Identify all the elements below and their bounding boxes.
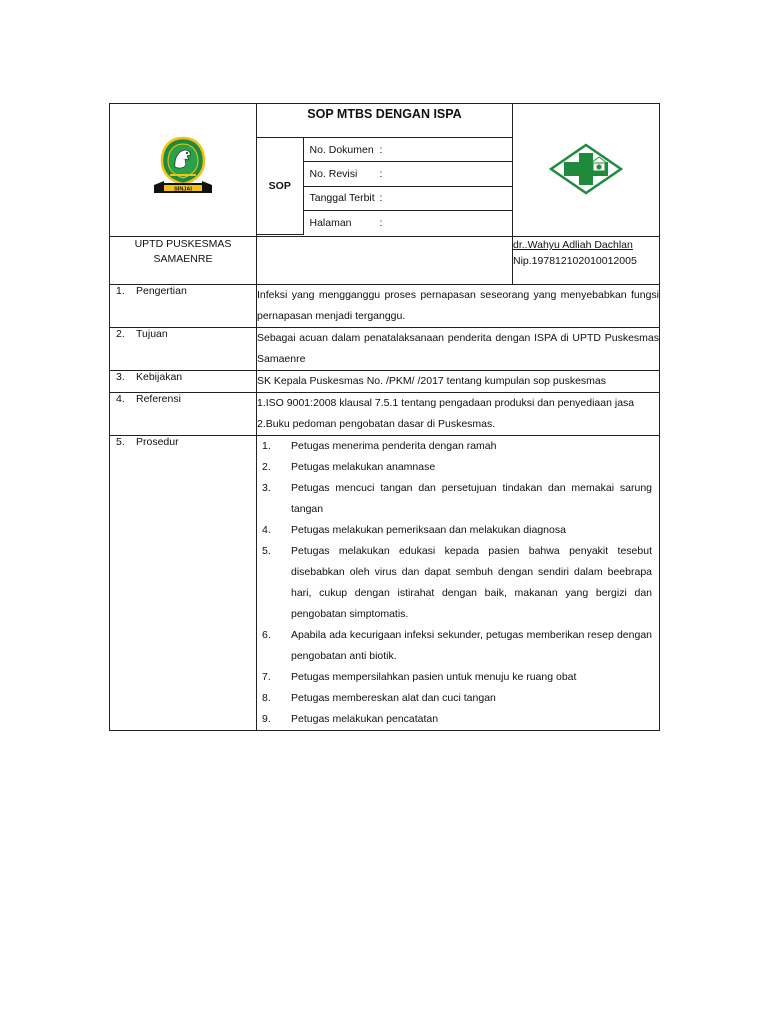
sinjai-logo-text: SINJAI — [174, 186, 192, 192]
procedure-step-text: Apabila ada kecurigaan infeksi sekunder, petugas memberikan resep dengan pengobatan anti biotik. — [291, 629, 652, 662]
procedure-step-text: Petugas melakukan anamnase — [291, 461, 436, 473]
sop-label: SOP — [257, 138, 303, 235]
row-content-procedure — [257, 436, 660, 731]
signer-nip: Nip.197812102010012005 — [513, 255, 637, 267]
table-row — [110, 371, 660, 393]
procedure-step-text: Petugas melakukan pemeriksaan dan melakukan diagnosa — [291, 524, 566, 536]
procedure-step-number: 2. — [262, 461, 271, 473]
row-content-reference — [257, 393, 660, 436]
procedure-step — [262, 709, 652, 730]
left-logo-cell — [110, 104, 257, 237]
org-name: UPTD PUSKESMAS — [134, 238, 232, 250]
procedure-step-number: 5. — [262, 545, 271, 557]
row-label-policy: 3. Kebijakan — [110, 371, 257, 393]
procedure-step-text: Petugas mencuci tangan dan persetujuan tindakan dan memakai sarung tangan — [291, 482, 652, 515]
procedure-step — [262, 457, 652, 478]
procedure-step-text: Petugas menerima penderita dengan ramah — [291, 440, 497, 452]
procedure-step-number: 4. — [262, 524, 271, 536]
reference-item: 2.Buku pedoman pengobatan dasar di Puskesmas. — [257, 418, 496, 430]
right-logo-cell — [513, 104, 660, 237]
meta-page: Halaman : — [309, 216, 383, 229]
puskesmas-cross-logo-icon — [549, 143, 623, 195]
procedure-step — [262, 625, 652, 667]
procedure-step-number: 3. — [262, 482, 271, 494]
row-content-purpose: Sebagai acuan dalam penatalaksanaan penderita dengan ISPA di UPTD Puskesmas Samaenre — [257, 328, 660, 371]
procedure-step-text: Petugas melakukan edukasi kepada pasien bahwa penyakit tesebut disebabkan oleh virus dan dapat sembuh dengan sendiri dalam beebrapa hari, cukup dengan istirahat dengan baik, makanan yang bergizi dan pengobatan simptomatis. — [291, 545, 652, 620]
table-row — [110, 328, 660, 371]
row-content-policy: SK Kepala Puskesmas No. /PKM/ /2017 tentang kumpulan sop puskesmas — [257, 371, 660, 393]
procedure-step-number: 7. — [262, 671, 271, 683]
row-label-purpose: 2. Tujuan — [110, 328, 257, 371]
procedure-list — [257, 436, 659, 730]
meta-block — [257, 138, 512, 235]
empty-cell — [257, 237, 513, 285]
procedure-step-number: 9. — [262, 713, 271, 725]
row-label-reference: 4. Referensi — [110, 393, 257, 436]
row-content-definition: Infeksi yang mengganggu proses pernapasan seseorang yang menyebabkan fungsi pernapasan menjadi terganggu. — [257, 285, 660, 328]
procedure-step — [262, 436, 652, 457]
table-row — [110, 285, 660, 328]
meta-doc-number: No. Dokumen : — [303, 138, 512, 162]
procedure-step — [262, 688, 652, 709]
procedure-step-text: Petugas mempersilahkan pasien untuk menuju ke ruang obat — [291, 671, 577, 683]
signer-name: dr..Wahyu Adliah Dachlan — [513, 239, 633, 251]
sop-document-table — [109, 103, 660, 731]
procedure-step — [262, 541, 652, 625]
sinjai-regency-logo-icon — [152, 135, 214, 203]
meta-issue-date: Tanggal Terbit : — [303, 186, 512, 210]
procedure-step-number: 8. — [262, 692, 271, 704]
table-row — [110, 393, 660, 436]
procedure-step-number: 1. — [262, 440, 271, 452]
procedure-step-text: Petugas melakukan pencatatan — [291, 713, 439, 725]
document-title: SOP MTBS DENGAN ISPA — [257, 104, 512, 138]
table-row — [110, 436, 660, 731]
row-label-definition: 1. Pengertian — [110, 285, 257, 328]
org-location: SAMAENRE — [153, 253, 213, 265]
procedure-step — [262, 478, 652, 520]
signature-cell — [513, 237, 660, 285]
reference-item: 1.ISO 9001:2008 klausal 7.5.1 tentang pengadaan produksi dan penyediaan jasa — [257, 397, 635, 409]
title-meta-cell — [257, 104, 513, 237]
procedure-step-text: Petugas membereskan alat dan cuci tangan — [291, 692, 496, 704]
procedure-step-number: 6. — [262, 629, 271, 641]
row-label-procedure: 5. Prosedur — [110, 436, 257, 731]
meta-revision: No. Revisi : — [303, 162, 512, 186]
organization-cell — [110, 237, 257, 285]
procedure-step — [262, 520, 652, 541]
procedure-step — [262, 667, 652, 688]
